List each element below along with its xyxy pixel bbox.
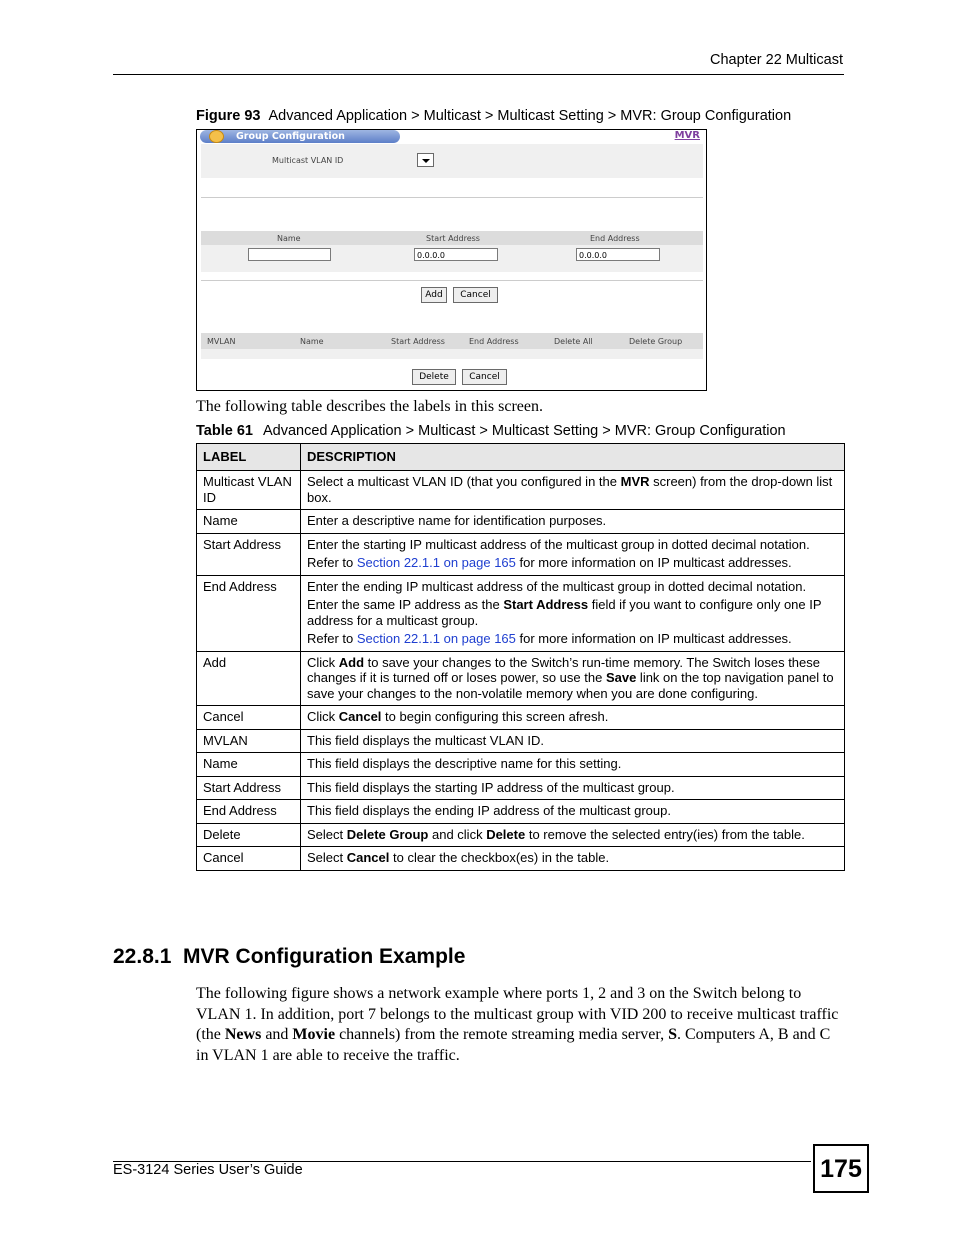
list-col-name: Name [300,337,324,346]
delete-button[interactable]: Delete [412,369,456,385]
table-row [197,776,845,800]
row-label: End Address [197,575,301,651]
row-description: This field displays the ending IP address of the multicast group. [301,800,845,824]
table-row [197,575,845,651]
table-header-row [197,444,845,471]
add-button[interactable]: Add [421,287,447,303]
title-bullet-icon [209,130,224,143]
row-description: Click Cancel to begin configuring this screen afresh. [301,706,845,730]
figure-number: Figure 93 [196,108,261,124]
row-description: Select Cancel to clear the checkbox(es) in the table. [301,847,845,871]
label-description-table [196,443,845,871]
table-row [197,823,845,847]
table-row [197,533,845,575]
figure-caption-text: Advanced Application > Multicast > Multicast Setting > MVR: Group Configuration [268,108,792,124]
row-label: MVLAN [197,729,301,753]
screen-title-bar: Group Configuration [200,130,400,143]
row-label: Start Address [197,533,301,575]
row-description: Enter the starting IP multicast address of the multicast group in dotted decimal notation. Refer to Section 22.1.1 on page 165 for more information on IP multicast addresses. [301,533,845,575]
row-description: This field displays the descriptive name for this setting. [301,753,845,777]
header-rule [113,74,844,75]
col-start-label: Start Address [426,234,480,243]
running-header: Chapter 22 Multicast [710,52,843,68]
start-address-input[interactable]: 0.0.0.0 [414,248,498,261]
cancel-button[interactable]: Cancel [453,287,498,303]
table-row [197,706,845,730]
row-description: Click Add to save your changes to the Switch’s run-time memory. The Switch loses these changes if it is turned off or loses power, so use the Save link on the top navigation panel to save your changes to the non-volatile memory when you are done configuring. [301,651,845,706]
table-row [197,800,845,824]
list-body [201,349,703,359]
mvr-link[interactable]: MVR [674,130,700,141]
list-header-row [201,333,703,349]
intro-text: The following table describes the labels in this screen. [196,398,544,415]
table-row [197,651,845,706]
row-label: Delete [197,823,301,847]
table-row [197,471,845,510]
header-label: LABEL [197,444,301,471]
multicast-vlan-label: Multicast VLAN ID [272,156,344,165]
multicast-vlan-select[interactable] [417,153,434,167]
row-label: Cancel [197,847,301,871]
divider [201,197,703,198]
row-description: This field displays the multicast VLAN ID. [301,729,845,753]
table-row [197,753,845,777]
row-label: Name [197,510,301,534]
name-input[interactable] [248,248,331,261]
table-row [197,729,845,753]
cancel-delete-button[interactable]: Cancel [462,369,507,385]
section-heading: 22.8.1 MVR Configuration Example [113,945,466,968]
figure-caption [196,108,791,124]
list-col-delete-group: Delete Group [629,337,683,346]
table-number: Table 61 [196,423,253,439]
table-row [197,847,845,871]
chevron-down-icon [422,159,430,163]
row-label: Start Address [197,776,301,800]
row-label: Cancel [197,706,301,730]
list-col-delete-all: Delete All [554,337,593,346]
end-address-input[interactable]: 0.0.0.0 [576,248,660,261]
section-link[interactable]: Section 22.1.1 on page 165 [356,631,516,646]
row-description: Select a multicast VLAN ID (that you configured in the MVR screen) from the drop-down list box. [301,471,845,510]
table-row [197,510,845,534]
list-col-start: Start Address [391,337,445,346]
row-description: Enter a descriptive name for identification purposes. [301,510,845,534]
list-col-end: End Address [469,337,519,346]
guide-title: ES-3124 Series User’s Guide [113,1162,303,1178]
divider [201,280,703,281]
row-description: Select Delete Group and click Delete to remove the selected entry(ies) from the table. [301,823,845,847]
group-configuration-screenshot [196,129,707,391]
row-label: End Address [197,800,301,824]
row-label: Name [197,753,301,777]
header-description: DESCRIPTION [301,444,845,471]
table-caption-text: Advanced Application > Multicast > Multicast Setting > MVR: Group Configuration [262,423,786,439]
section-link[interactable]: Section 22.1.1 on page 165 [356,555,516,570]
col-name-label: Name [277,234,301,243]
row-label: Multicast VLAN ID [197,471,301,510]
col-end-label: End Address [590,234,640,243]
table-caption [196,423,786,439]
row-description: This field displays the starting IP address of the multicast group. [301,776,845,800]
section-paragraph: The following figure shows a network example where ports 1, 2 and 3 on the Switch belong to VLAN 1. In addition, port 7 belongs to the multicast group with VID 200 to receive multicast traffic (the News and Movie channels) from the remote streaming media server, S. Computers A, B and C in VLAN 1 are able to receive the traffic. [196,985,839,1064]
row-description: Enter the ending IP multicast address of the multicast group in dotted decimal notation. Enter the same IP address as the Start Address field if you want to configure only one IP address for a multicast group. Refer to Section 22.1.1 on page 165 for more information on IP multicast addresses. [301,575,845,651]
page-number: 175 [813,1144,869,1193]
row-label: Add [197,651,301,706]
list-col-mvlan: MVLAN [207,337,236,346]
